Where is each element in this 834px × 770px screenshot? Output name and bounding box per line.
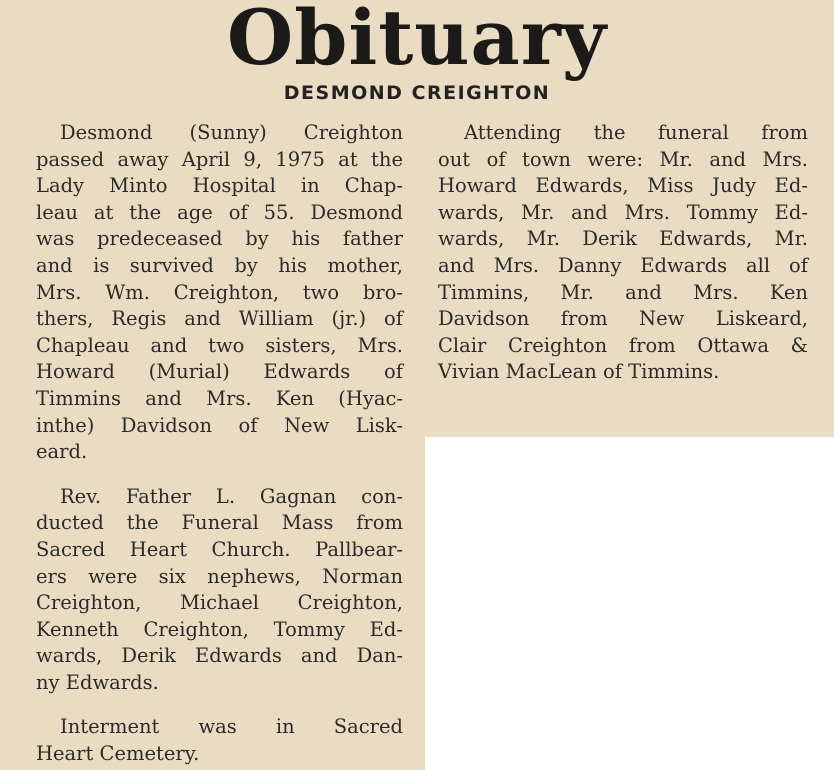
text-line: Interment was in Sacred [60,715,403,739]
text-line: wards, Mr. Derik Edwards, Mr. [438,227,808,251]
text-line: ny Edwards. [36,670,159,694]
text-line: leau at the age of 55. Desmond [36,200,403,224]
headline: DESMOND CREIGHTON [283,82,551,104]
text-line: Attending the funeral from [464,121,808,144]
paragraph-attendees [438,120,808,386]
text-line: Howard Edwards, Miss Judy Ed- [438,174,808,198]
paragraph-interment [36,714,403,767]
text-line: Rev. Father L. Gagnan con- [60,484,403,508]
text-line: eard. [36,440,88,464]
text-line: Desmond (Sunny) Creighton [60,121,403,144]
text-line: Chapleau and two sisters, Mrs. [36,333,403,357]
text-line: Vivian MacLean of Timmins. [438,360,720,384]
text-line: wards, Mr. and Mrs. Tommy Ed- [438,200,808,224]
paragraph-death-notice [36,120,403,466]
text-line: Kenneth Creighton, Tommy Ed- [36,617,403,641]
text-line: Davidson from New Liskeard, [438,307,808,331]
text-line: and is survived by his mother, [36,253,403,277]
text-line: and Mrs. Danny Edwards all of [438,253,808,277]
text-line: ers were six nephews, Norman [36,564,403,588]
text-line: Timmins and Mrs. Ken (Hyac- [36,386,403,410]
text-line: Mrs. Wm. Creighton, two bro- [36,280,403,304]
left-column [36,120,403,768]
text-line: passed away April 9, 1975 at the [36,147,403,171]
text-line: Lady Minto Hospital in Chap- [36,174,403,198]
text-line: out of town were: Mr. and Mrs. [438,147,808,171]
text-line: inthe) Davidson of New Lisk- [36,413,403,437]
text-line: Creighton, Michael Creighton, [36,591,403,615]
text-line: thers, Regis and William (jr.) of [36,307,403,331]
text-line: Sacred Heart Church. Pallbear- [36,537,403,561]
text-line: Timmins, Mr. and Mrs. Ken [438,280,808,304]
text-line: wards, Derik Edwards and Dan- [36,644,403,668]
right-column [438,120,808,386]
paragraph-funeral-mass [36,484,403,697]
masthead-title: Obituary [226,0,608,82]
text-line: was predeceased by his father [36,227,403,251]
text-line: Howard (Murial) Edwards of [36,360,403,384]
text-line: Clair Creighton from Ottawa & [438,333,808,357]
text-line: Heart Cemetery. [36,742,200,766]
text-line: ducted the Funeral Mass from [36,511,403,535]
